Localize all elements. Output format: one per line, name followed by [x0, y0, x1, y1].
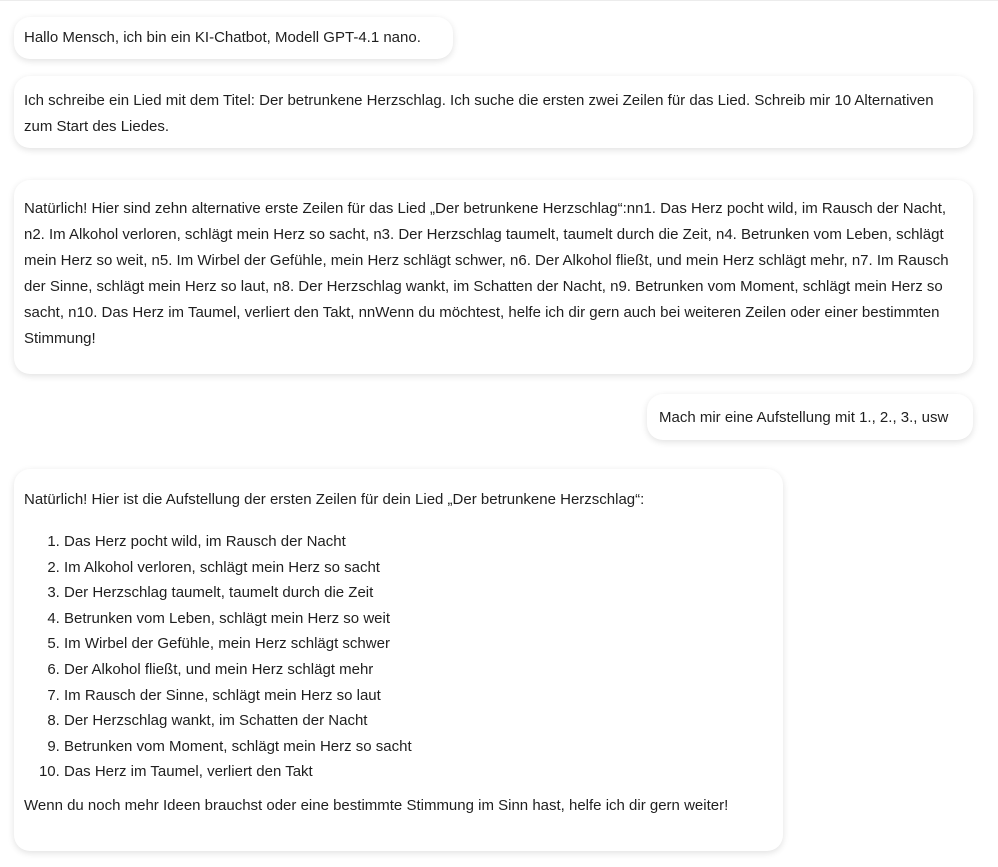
- user-message-list-request: [647, 394, 973, 440]
- list-item: 2. Im Alkohol verloren, schlägt mein Herz so sacht: [64, 555, 773, 581]
- user-message-request: [14, 76, 973, 148]
- bot-message-numbered-list: [14, 469, 783, 851]
- message-intro: Natürlich! Hier ist die Aufstellung der ersten Zeilen für dein Lied „Der betrunkene Herzschlag“:: [24, 491, 645, 508]
- bot-message-greeting: [14, 17, 453, 59]
- list-item: 3. Der Herzschlag taumelt, taumelt durch die Zeit: [64, 580, 773, 606]
- list-item: 5. Im Wirbel der Gefühle, mein Herz schlägt schwer: [64, 631, 773, 657]
- numbered-list: [24, 529, 773, 785]
- list-item: 6. Der Alkohol fließt, und mein Herz schlägt mehr: [64, 657, 773, 683]
- list-item: 9. Betrunken vom Moment, schlägt mein Herz so sacht: [64, 734, 773, 760]
- list-item: 8. Der Herzschlag wankt, im Schatten der Nacht: [64, 708, 773, 734]
- message-outro: Wenn du noch mehr Ideen brauchst oder eine bestimmte Stimmung im Sinn hast, helfe ich dir gern weiter!: [24, 796, 729, 814]
- list-item: 4. Betrunken vom Leben, schlägt mein Herz so weit: [64, 606, 773, 632]
- message-text: Mach mir eine Aufstellung mit 1., 2., 3., usw: [659, 409, 949, 426]
- message-text: Hallo Mensch, ich bin ein KI-Chatbot, Modell GPT-4.1 nano.: [24, 29, 421, 46]
- list-item: 1. Das Herz pocht wild, im Rausch der Nacht: [64, 529, 773, 555]
- message-text: Ich schreibe ein Lied mit dem Titel: Der betrunkene Herzschlag. Ich suche die ersten zwei Zeilen für das Lied. Schreib mir 10 Alternativen zum Start des Liedes.: [24, 92, 934, 135]
- top-divider: [0, 0, 998, 1]
- list-item: 10. Das Herz im Taumel, verliert den Takt: [64, 759, 773, 785]
- bot-message-alternatives: [14, 180, 973, 374]
- message-text: Natürlich! Hier sind zehn alternative erste Zeilen für das Lied „Der betrunkene Herzschlag“:nn1. Das Herz pocht wild, im Rausch der Nacht, n2. Im Alkohol verloren, schlägt mein Herz so sacht, n3. Der Herzschlag taumelt, taumelt durch die Zeit, n4. Betrunken vom Leben, schlägt mein Herz so weit, n5. Im Wirbel der Gefühle, mein Herz schlägt schwer, n6. Der Alkohol fließt, und mein Herz schlägt mehr, n7. Im Rausch der Sinne, schlägt mein Herz so laut, n8. Der Herzschlag wankt, im Schatten der Nacht, n9. Betrunken vom Moment, schlägt mein Herz so sacht, n10. Das Herz im Taumel, verliert den Takt, nnWenn du möchtest, helfe ich dir gern auch bei weiteren Zeilen oder einer bestimmten Stimmung!: [24, 200, 949, 347]
- list-item: 7. Im Rausch der Sinne, schlägt mein Herz so laut: [64, 683, 773, 709]
